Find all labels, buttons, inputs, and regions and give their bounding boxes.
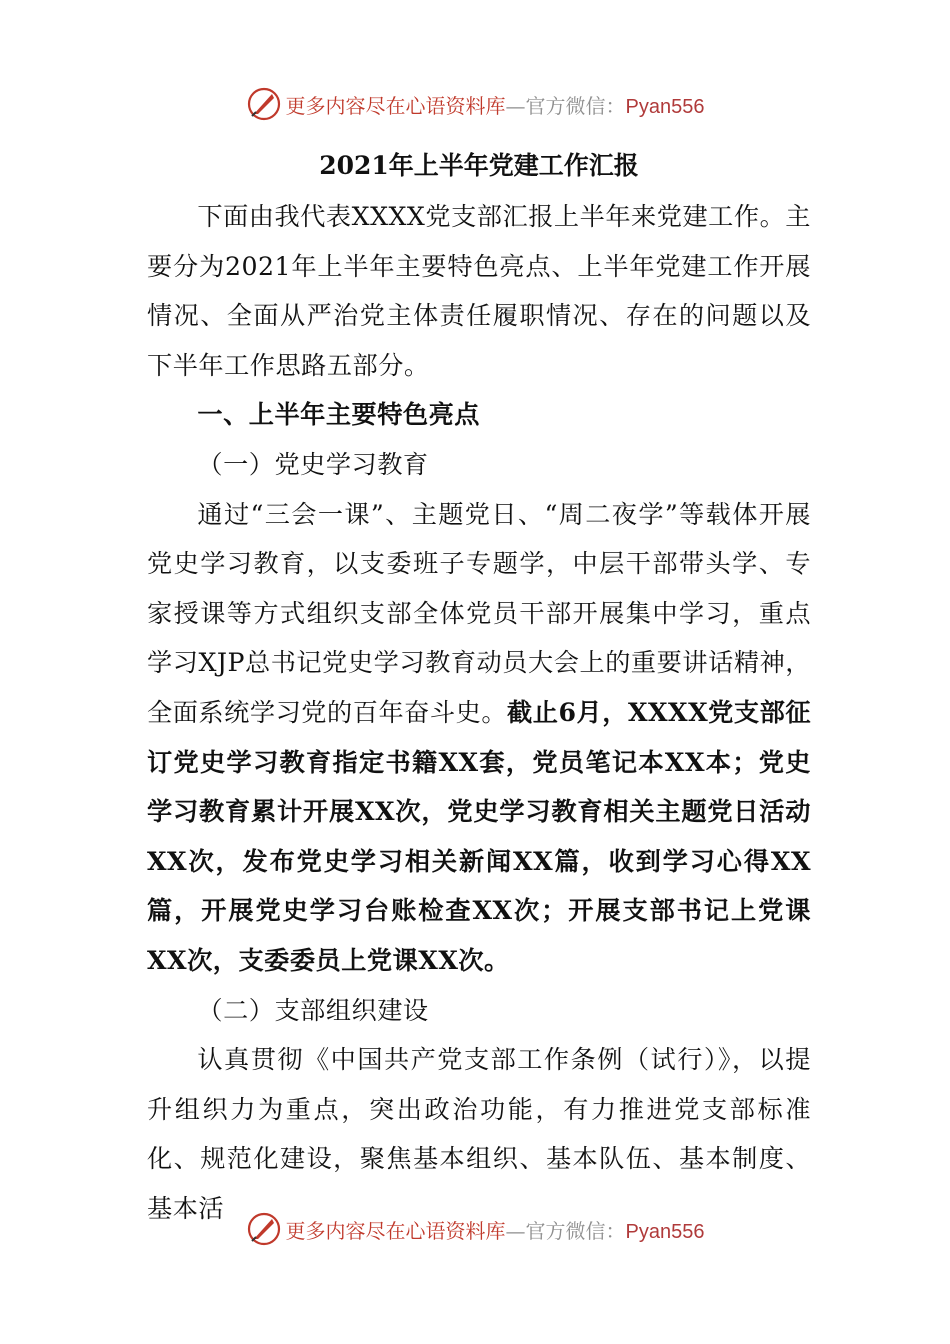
watermark-banner-bottom: [0, 1209, 950, 1249]
section-heading-1: 一、上半年主要特色亮点: [197, 399, 480, 430]
subsection-heading-1: （一）党史学习教育: [197, 449, 429, 479]
subsection-1-bold-text: 截止6月，XXXX党支部征订党史学习教育指定书籍XX套，党员笔记本XX本；党史学习教育累计开展XX次，党史学习教育相关主题党日活动XX次，发布党史学习相关新闻XX篇，收到学习心得XX篇，开展党史学习台账检查XX次；开展支部书记上党课XX次，支委委员上党课XX次。: [147, 696, 812, 975]
document-body: [147, 148, 811, 1233]
quill-logo-icon: [246, 86, 282, 122]
watermark-wechat-id: Pyan556: [625, 95, 705, 118]
watermark-wechat-label: 官方微信：: [525, 1218, 626, 1243]
document-title: 2021年上半年党建工作汇报: [319, 151, 639, 180]
subsection-heading-2: （二）支部组织建设: [197, 995, 429, 1025]
intro-paragraph: 下面由我代表XXXX党支部汇报上半年来党建工作。主要分为2021年上半年主要特色亮点、上半年党建工作开展情况、全面从严治党主体责任履职情况、存在的问题以及下半年工作思路五部分。: [147, 202, 811, 380]
watermark-text: [286, 1215, 705, 1244]
subsection-1-paragraph: [147, 490, 811, 986]
subsection-1-text: 通过“三会一课”、主题党日、“周二夜学”等载体开展党史学习教育，以支委班子专题学，中层干部带头学、专家授课等方式组织支部全体党员干部开展集中学习，重点学习XJP总书记党史学习教育动员大会上的重要讲话精神，全面系统学习党的百年奋斗史。: [147, 499, 811, 727]
subsection-2-paragraph: 认真贯彻《中国共产党支部工作条例（试行）》，以提升组织力为重点，突出政治功能，有力推进党支部标准化、规范化建设，聚焦基本组织、基本队伍、基本制度、基本活: [147, 1045, 811, 1223]
watermark-site: 更多内容尽在心语资料库: [285, 1218, 506, 1243]
watermark-site: 更多内容尽在心语资料库: [285, 93, 506, 118]
watermark-wechat-id: Pyan556: [625, 1220, 705, 1243]
watermark-wechat-label: 官方微信：: [525, 93, 626, 118]
watermark-text: [286, 90, 705, 119]
watermark-dash: —: [505, 1218, 526, 1243]
watermark-banner-top: [0, 84, 950, 124]
watermark-dash: —: [505, 93, 526, 118]
quill-logo-icon: [246, 1211, 282, 1247]
